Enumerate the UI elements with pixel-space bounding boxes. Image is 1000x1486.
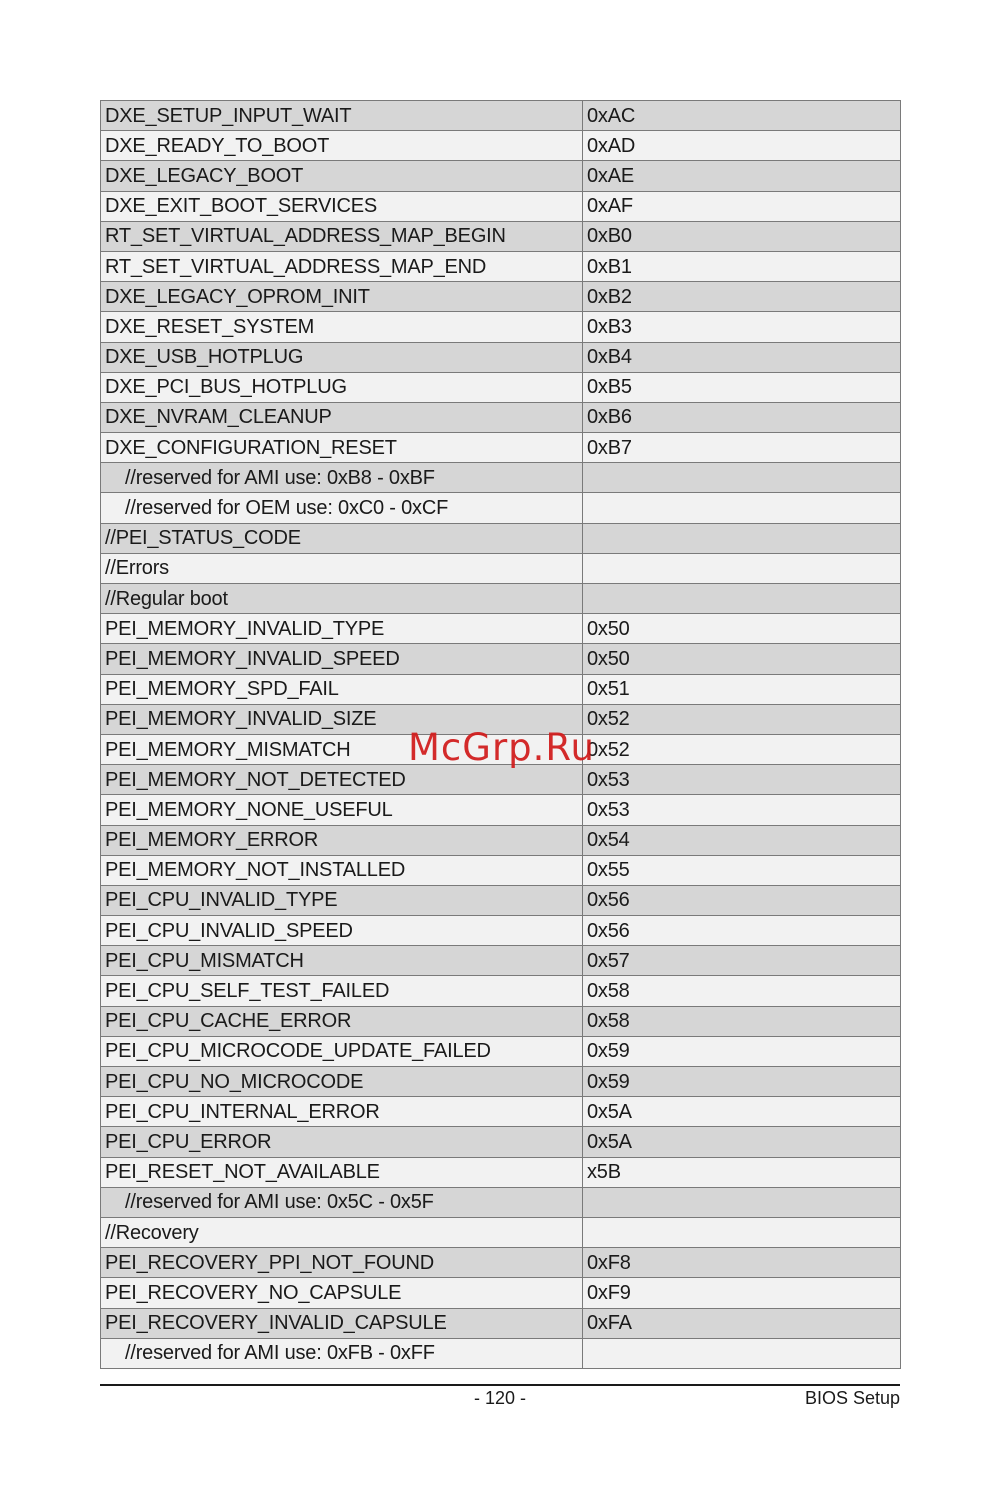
status-code-value: 0xAC	[583, 101, 901, 131]
status-code-name: DXE_NVRAM_CLEANUP	[101, 402, 583, 432]
status-code-name: PEI_MEMORY_SPD_FAIL	[101, 674, 583, 704]
table-row	[101, 251, 901, 281]
status-code-value: 0xB7	[583, 433, 901, 463]
status-code-name: PEI_CPU_CACHE_ERROR	[101, 1006, 583, 1036]
table-row	[101, 946, 901, 976]
table-row	[101, 191, 901, 221]
status-code-name: //reserved for AMI use: 0x5C - 0x5F	[101, 1187, 583, 1217]
status-code-value	[583, 1338, 901, 1368]
table-row	[101, 312, 901, 342]
status-code-value: 0x5A	[583, 1127, 901, 1157]
status-code-value: 0x56	[583, 885, 901, 915]
status-code-value	[583, 493, 901, 523]
table-row	[101, 1067, 901, 1097]
table-row	[101, 1278, 901, 1308]
status-code-name: PEI_CPU_MISMATCH	[101, 946, 583, 976]
status-code-value: 0xAD	[583, 131, 901, 161]
status-code-name: DXE_EXIT_BOOT_SERVICES	[101, 191, 583, 221]
table-row	[101, 795, 901, 825]
table-row	[101, 372, 901, 402]
status-code-value: 0xB1	[583, 251, 901, 281]
table-row	[101, 342, 901, 372]
table-row	[101, 221, 901, 251]
table-row	[101, 614, 901, 644]
status-code-name: DXE_SETUP_INPUT_WAIT	[101, 101, 583, 131]
status-code-value: 0x53	[583, 795, 901, 825]
status-code-value: 0xB3	[583, 312, 901, 342]
status-code-name: //Recovery	[101, 1217, 583, 1247]
status-code-name: PEI_CPU_MICROCODE_UPDATE_FAILED	[101, 1036, 583, 1066]
status-code-name: //Errors	[101, 553, 583, 583]
status-code-name: PEI_CPU_INVALID_SPEED	[101, 916, 583, 946]
table-row	[101, 463, 901, 493]
table-row	[101, 161, 901, 191]
table-row	[101, 433, 901, 463]
status-code-name: PEI_RECOVERY_INVALID_CAPSULE	[101, 1308, 583, 1338]
status-code-name: DXE_RESET_SYSTEM	[101, 312, 583, 342]
table-row	[101, 976, 901, 1006]
table-row	[101, 1097, 901, 1127]
status-code-name: DXE_LEGACY_OPROM_INIT	[101, 282, 583, 312]
status-code-value: 0xB5	[583, 372, 901, 402]
status-code-name: PEI_MEMORY_NOT_DETECTED	[101, 765, 583, 795]
page-number: - 120 -	[473, 1388, 527, 1408]
status-code-value: 0x59	[583, 1036, 901, 1066]
status-code-name: PEI_CPU_NO_MICROCODE	[101, 1067, 583, 1097]
status-code-name: PEI_CPU_INTERNAL_ERROR	[101, 1097, 583, 1127]
table-row	[101, 1338, 901, 1368]
table-row	[101, 1248, 901, 1278]
table-row	[101, 885, 901, 915]
table-row	[101, 584, 901, 614]
table-row	[101, 282, 901, 312]
status-code-value: 0x56	[583, 916, 901, 946]
table-row	[101, 1157, 901, 1187]
status-code-name: PEI_MEMORY_NONE_USEFUL	[101, 795, 583, 825]
table-row	[101, 825, 901, 855]
status-code-value: 0x58	[583, 976, 901, 1006]
status-code-name: DXE_LEGACY_BOOT	[101, 161, 583, 191]
status-code-name: RT_SET_VIRTUAL_ADDRESS_MAP_END	[101, 251, 583, 281]
status-code-name: PEI_CPU_ERROR	[101, 1127, 583, 1157]
status-code-name: PEI_MEMORY_INVALID_SPEED	[101, 644, 583, 674]
status-code-value: 0xAF	[583, 191, 901, 221]
status-code-value: 0x52	[583, 704, 901, 734]
table-row	[101, 1036, 901, 1066]
status-code-value: 0xFA	[583, 1308, 901, 1338]
status-code-name: //reserved for OEM use: 0xC0 - 0xCF	[101, 493, 583, 523]
status-code-value	[583, 1187, 901, 1217]
table-row	[101, 1006, 901, 1036]
status-code-name: PEI_RESET_NOT_AVAILABLE	[101, 1157, 583, 1187]
status-code-value: 0xB6	[583, 402, 901, 432]
table-row	[101, 101, 901, 131]
status-code-value: x5B	[583, 1157, 901, 1187]
status-code-name: PEI_CPU_INVALID_TYPE	[101, 885, 583, 915]
status-code-name: PEI_MEMORY_INVALID_SIZE	[101, 704, 583, 734]
table-row	[101, 916, 901, 946]
status-code-name: PEI_MEMORY_MISMATCH	[101, 734, 583, 764]
status-code-name: DXE_USB_HOTPLUG	[101, 342, 583, 372]
status-code-value: 0x53	[583, 765, 901, 795]
status-code-value: 0x50	[583, 614, 901, 644]
table-row	[101, 402, 901, 432]
status-code-name: //reserved for AMI use: 0xFB - 0xFF	[101, 1338, 583, 1368]
status-code-value: 0x5A	[583, 1097, 901, 1127]
status-code-value	[583, 584, 901, 614]
status-code-name: DXE_CONFIGURATION_RESET	[101, 433, 583, 463]
table-row	[101, 131, 901, 161]
table-row	[101, 523, 901, 553]
status-code-value: 0x52	[583, 734, 901, 764]
status-code-name: PEI_MEMORY_ERROR	[101, 825, 583, 855]
status-code-value: 0xB2	[583, 282, 901, 312]
table-row	[101, 765, 901, 795]
status-code-name: PEI_RECOVERY_PPI_NOT_FOUND	[101, 1248, 583, 1278]
table-row	[101, 855, 901, 885]
status-code-name: //Regular boot	[101, 584, 583, 614]
status-code-value: 0xB0	[583, 221, 901, 251]
status-code-value: 0x50	[583, 644, 901, 674]
table-row	[101, 674, 901, 704]
status-code-value: 0x55	[583, 855, 901, 885]
status-code-value: 0x51	[583, 674, 901, 704]
status-code-name: RT_SET_VIRTUAL_ADDRESS_MAP_BEGIN	[101, 221, 583, 251]
table-row	[101, 1127, 901, 1157]
status-code-value	[583, 553, 901, 583]
status-code-name: //PEI_STATUS_CODE	[101, 523, 583, 553]
table-row	[101, 1217, 901, 1247]
status-code-value: 0x57	[583, 946, 901, 976]
status-code-name: DXE_READY_TO_BOOT	[101, 131, 583, 161]
status-code-name: DXE_PCI_BUS_HOTPLUG	[101, 372, 583, 402]
status-code-name: PEI_MEMORY_NOT_INSTALLED	[101, 855, 583, 885]
table-row	[101, 1308, 901, 1338]
table-row	[101, 553, 901, 583]
status-code-value: 0x58	[583, 1006, 901, 1036]
status-code-value: 0xB4	[583, 342, 901, 372]
status-code-value: 0xAE	[583, 161, 901, 191]
footer-rule	[100, 1384, 900, 1386]
table-row	[101, 493, 901, 523]
status-code-value	[583, 463, 901, 493]
status-code-name: //reserved for AMI use: 0xB8 - 0xBF	[101, 463, 583, 493]
status-code-value: 0xF8	[583, 1248, 901, 1278]
table-row	[101, 1187, 901, 1217]
status-code-value: 0xF9	[583, 1278, 901, 1308]
status-code-value	[583, 1217, 901, 1247]
status-code-name: PEI_MEMORY_INVALID_TYPE	[101, 614, 583, 644]
status-code-value: 0x59	[583, 1067, 901, 1097]
table-row	[101, 644, 901, 674]
status-code-name: PEI_CPU_SELF_TEST_FAILED	[101, 976, 583, 1006]
status-code-name: PEI_RECOVERY_NO_CAPSULE	[101, 1278, 583, 1308]
status-code-value	[583, 523, 901, 553]
section-name: BIOS Setup	[804, 1388, 900, 1408]
watermark: McGrp.Ru	[408, 726, 595, 769]
status-code-value: 0x54	[583, 825, 901, 855]
